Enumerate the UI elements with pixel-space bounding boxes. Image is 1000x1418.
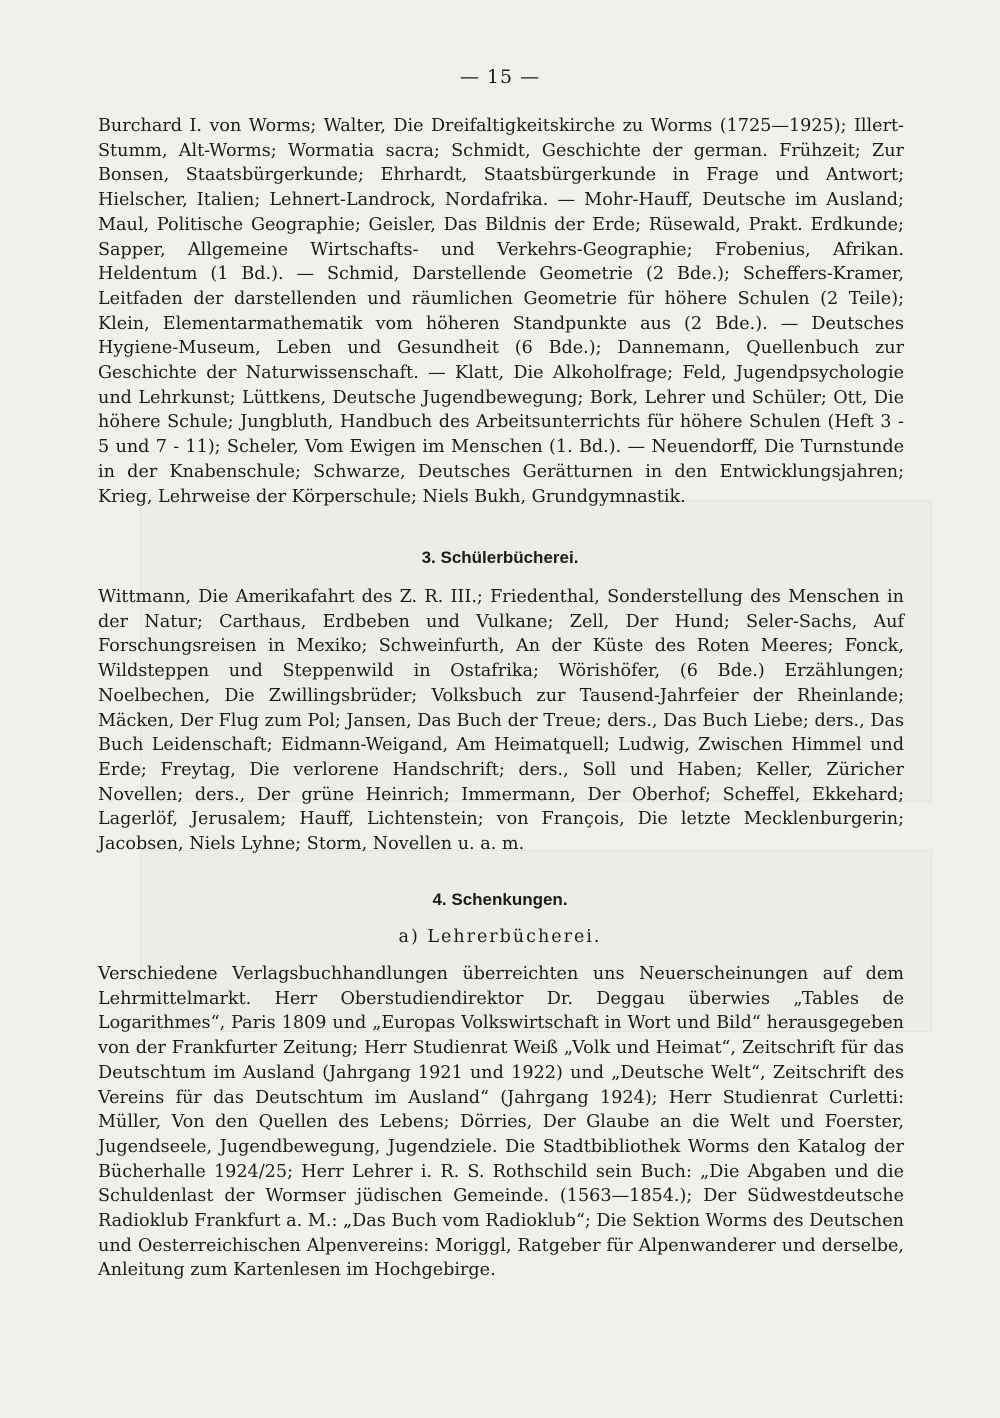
page-number: — 15 — — [459, 66, 541, 88]
school-library-paragraph: Wittmann, Die Amerikafahrt des Z. R. III.; Friedenthal, Sonderstellung des Menschen in der Natur; Carthaus, Erdbeben und Vulkane; Zell, Der Hund; Seler-Sachs, Auf Forschungsreisen in Mexiko; Schweinfurth, An der Küste des Roten Meeres; Fonck, Wildsteppen und Steppenwild in Ostafrika; Wörishöfer, (6 Bde.) Erzählungen; Noelbechen, Die Zwillingsbrüder; Volksbuch zur Tausend-Jahrfeier der Rheinlande; Mäcken, Der Flug zum Pol; Jansen, Das Buch der Treue; ders., Das Buch Liebe; ders., Das Buch Leidenschaft; Eidmann-Weigand, Am Heimatquell; Ludwig, Zwischen Himmel und Erde; Freytag, Die verlorene Handschrift; ders., Soll und Haben; Keller, Züricher Novellen; ders., Der grüne Heinrich; Immermann, Der Oberhof; Scheffel, Ekkehard; Lagerlöf, Jerusalem; Hauff, Lichtenstein; von François, Die letzte Mecklenburgerin; Jacobsen, Niels Lyhne; Storm, Novellen u. a. m. — [98, 587, 904, 855]
section-heading-school-library: 3. Schülerbücherei. — [421, 548, 579, 567]
subheading-teacher-library: a) Lehrerbücherei. — [398, 927, 602, 947]
intro-paragraph: Burchard I. von Worms; Walter, Die Dreifaltigkeitskirche zu Worms (1725—1925); Illert-Stumm, Alt-Worms; Wormatia sacra; Schmidt, Geschichte der german. Frühzeit; Zur Bonsen, Staatsbürgerkunde; Ehrhardt, Staatsbürgerkunde in Frage und Antwort; Hielscher, Italien; Lehnert-Landrock, Nordafrika. — Mohr-Hauff, Deutsche im Ausland; Maul, Politische Geographie; Geisler, Das Bildnis der Erde; Rüsewald, Prakt. Erdkunde; Sapper, Allgemeine Wirtschafts- und Verkehrs-Geographie; Frobenius, Afrikan. Heldentum (1 Bd.). — Schmid, Darstellende Geometrie (2 Bde.); Scheffers-Kramer, Leitfaden der darstellenden und räumlichen Geometrie für höhere Schulen (2 Teile); Klein, Elementarmathematik vom höheren Standpunkte aus (2 Bde.). — Deutsches Hygiene-Museum, Leben und Gesundheit (6 Bde.); Dannemann, Quellenbuch zur Geschichte der Naturwissenschaft. — Klatt, Die Alkoholfrage; Feld, Jugendpsychologie und Lehrkunst; Lüttkens, Deutsche Jugendbewegung; Bork, Lehrer und Schüler; Ott, Die höhere Schule; Jungbluth, Handbuch des Arbeitsunterrichts für höhere Schulen (Heft 3 - 5 und 7 - 11); Scheler, Vom Ewigen im Menschen (1. Bd.). — Neuendorff, Die Turnstunde in der Knabenschule; Schwarze, Deutsches Gerätturnen in den Entwicklungsjahren; Krieg, Lehrweise der Körperschule; Niels Bukh, Grundgymnastik. — [98, 116, 904, 507]
donations-paragraph: Verschiedene Verlagsbuchhandlungen überreichten uns Neuerscheinungen auf dem Lehrmittelmarkt. Herr Oberstudiendirektor Dr. Deggau überwies „Tables de Logarithmes“, Paris 1809 und „Europas Volkswirtschaft in Wort und Bild“ herausgegeben von der Frankfurter Zeitung; Herr Studienrat Weiß „Volk und Heimat“, Zeitschrift für das Deutschtum im Ausland (Jahrgang 1921 und 1922) und „Deutsche Welt“, Zeitschrift des Vereins für das Deutschtum im Ausland“ (Jahrgang 1924); Herr Studienrat Curletti: Müller, Von den Quellen des Lebens; Dörries, Der Glaube an die Welt und Foerster, Jugendseele, Jugendbewegung, Jugendziele. Die Stadtbibliothek Worms den Katalog der Bücherhalle 1924/25; Herr Lehrer i. R. S. Rothschild sein Buch: „Die Abgaben und die Schuldenlast der Wormser jüdischen Gemeinde. (1563—1854.); Der Südwestdeutsche Radioklub Frankfurt a. M.: „Das Buch vom Radioklub“; Die Sektion Worms des Deutschen und Oesterreichischen Alpenvereins: Moriggl, Ratgeber für Alpenwanderer und derselbe, Anleitung zum Kartenlesen im Hochgebirge. — [98, 964, 904, 1281]
section-heading-donations: 4. Schenkungen. — [432, 890, 568, 909]
